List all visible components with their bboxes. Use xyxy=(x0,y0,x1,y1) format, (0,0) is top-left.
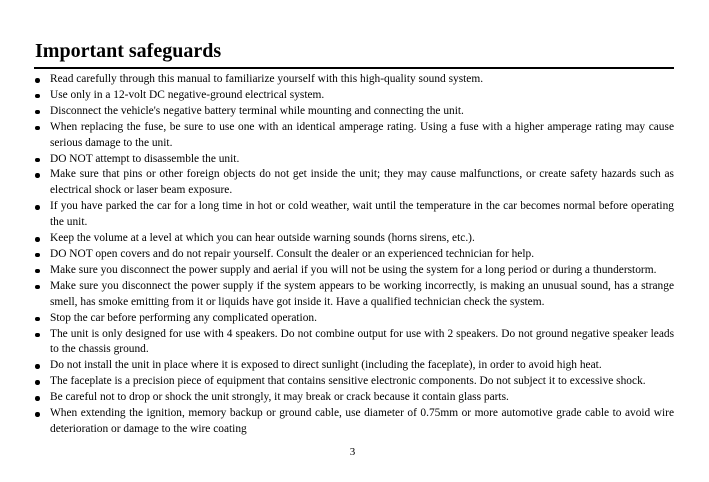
list-item-text: Make sure you disconnect the power supply if the system appears to be working incorrectly, is making an unusual sound, has a strange smell, has smoke emitting from it or liquids have got inside it. Have a qualified technician check the system. xyxy=(50,279,674,308)
list-item xyxy=(33,406,674,438)
list-item-text: DO NOT open covers and do not repair yourself. Consult the dealer or an experienced technician for help. xyxy=(50,247,535,260)
bullet-icon xyxy=(35,78,40,83)
bullet-icon xyxy=(35,205,40,210)
list-item-text: Read carefully through this manual to familiarize yourself with this high-quality sound system. xyxy=(50,73,484,85)
list-item xyxy=(33,390,674,406)
list-item xyxy=(33,167,674,199)
bullet-icon xyxy=(35,158,40,163)
list-item-text: If you have parked the car for a long time in hot or cold weather, wait until the temperature in the car becomes normal before operating the unit. xyxy=(50,200,674,229)
list-item xyxy=(33,104,674,120)
list-item-text: Use only in a 12-volt DC negative-ground electrical system. xyxy=(50,88,325,101)
bullet-icon xyxy=(35,285,40,290)
bullet-icon xyxy=(35,380,40,385)
bullet-icon xyxy=(35,253,40,258)
list-item xyxy=(33,358,674,374)
bullet-icon xyxy=(35,364,40,369)
section-heading: Important safeguards xyxy=(35,40,222,62)
list-item xyxy=(33,120,674,152)
list-item xyxy=(33,263,674,279)
list-item xyxy=(33,374,674,390)
list-item-text: Disconnect the vehicle's negative battery terminal while mounting and connecting the unit. xyxy=(50,104,464,117)
list-item xyxy=(33,311,674,327)
list-item xyxy=(33,247,674,263)
list-item xyxy=(33,72,674,88)
list-item-text: Be careful not to drop or shock the unit strongly, it may break or crack because it contain glass parts. xyxy=(50,391,509,404)
list-item-text: DO NOT attempt to disassemble the unit. xyxy=(50,152,240,165)
list-item-text: When replacing the fuse, be sure to use one with an identical amperage rating. Using a fuse with a higher amperage rating may cause serious damage to the unit. xyxy=(50,120,674,149)
list-item xyxy=(33,279,674,311)
list-item-text: Do not install the unit in place where it is exposed to direct sunlight (including the faceplate), in order to avoid high heat. xyxy=(50,359,602,372)
bullet-icon xyxy=(35,396,40,401)
list-item-text: The faceplate is a precision piece of equipment that contains sensitive electronic components. Do not subject it to excessive shock. xyxy=(50,375,646,388)
safeguards-list xyxy=(33,72,674,438)
list-item xyxy=(33,152,674,168)
list-item-text: The unit is only designed for use with 4 speakers. Do not combine output for use with 2 speakers. Do not ground negative speaker leads to the chassis ground. xyxy=(50,327,674,356)
bullet-icon xyxy=(35,94,40,99)
list-item xyxy=(33,199,674,231)
list-item-text: Make sure you disconnect the power supply and aerial if you will not be using the system for a long period or during a thunderstorm. xyxy=(50,263,657,276)
list-item-text: Stop the car before performing any complicated operation. xyxy=(50,311,317,324)
list-item xyxy=(33,88,674,104)
list-item-text: Make sure that pins or other foreign objects do not get inside the unit; they may cause malfunctions, or create safety hazards such as electrical shock or laser beam exposure. xyxy=(50,168,674,197)
list-item xyxy=(33,327,674,359)
list-item xyxy=(33,231,674,247)
list-item-text: When extending the ignition, memory backup or ground cable, use diameter of 0.75mm or more automotive grade cable to avoid wire deterioration or damage to the wire coating xyxy=(50,407,674,435)
bullet-icon xyxy=(35,333,40,338)
bullet-icon xyxy=(35,237,40,242)
list-item-text: Keep the volume at a level at which you can hear outside warning sounds (horns sirens, etc.). xyxy=(50,232,475,245)
heading-divider xyxy=(34,67,674,69)
bullet-icon xyxy=(35,126,40,131)
page-number: 3 xyxy=(349,446,356,458)
bullet-icon xyxy=(35,110,40,115)
bullet-icon xyxy=(35,269,40,274)
bullet-icon xyxy=(35,173,40,178)
bullet-icon xyxy=(35,317,40,322)
bullet-icon xyxy=(35,412,40,417)
